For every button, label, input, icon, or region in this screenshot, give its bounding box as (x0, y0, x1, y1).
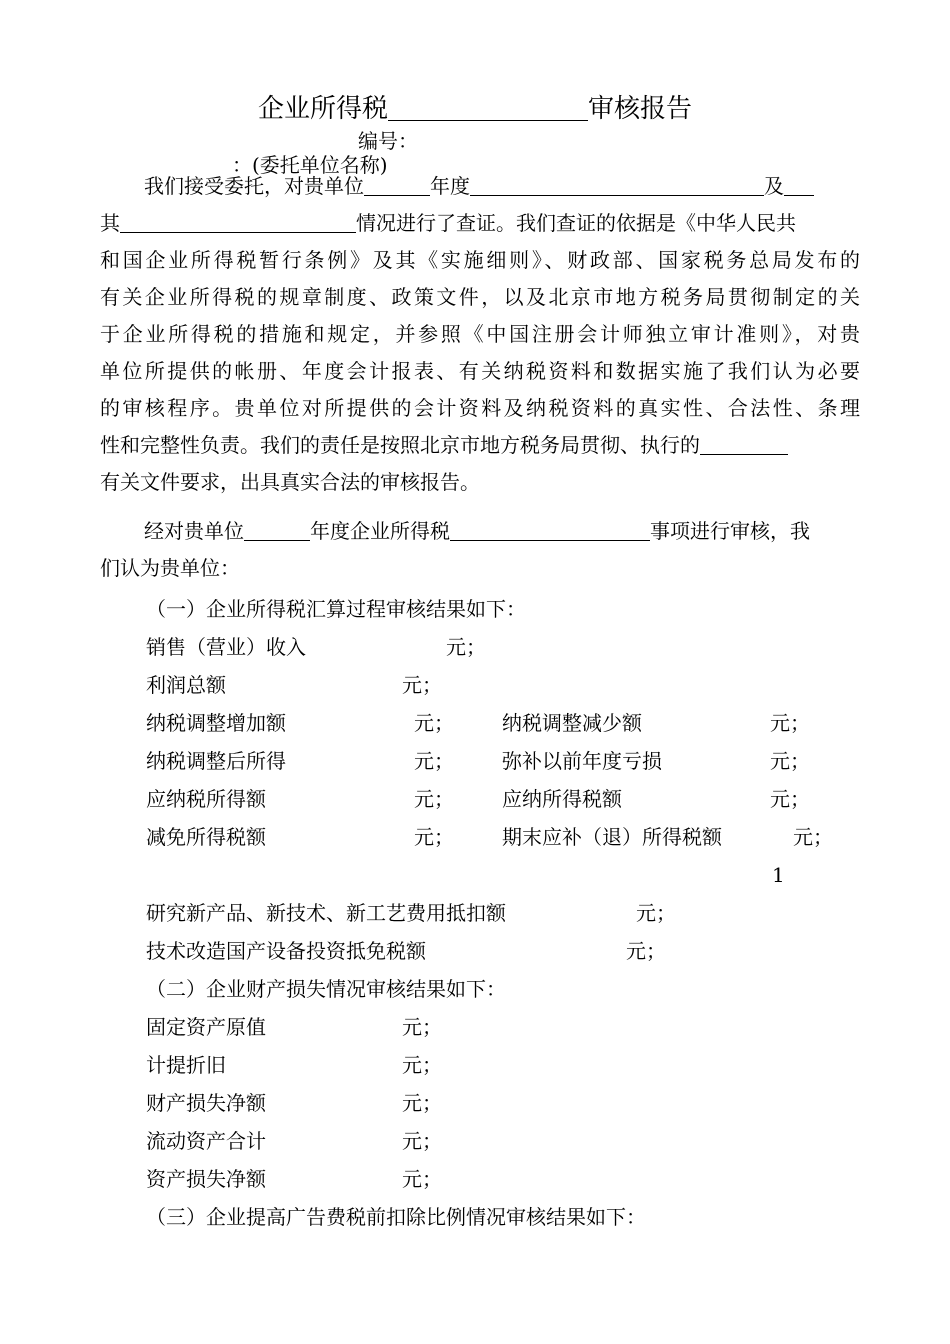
conclusion-line-2: 们认为贵单位： (100, 556, 240, 580)
intro-line-7: 的审核程序。贵单位对所提供的会计资料及纳税资料的真实性、合法性、条理 (100, 396, 860, 420)
tax-relief-label: 减免所得税额 (146, 825, 266, 849)
intro-text-8: 性和完整性负责。我们的责任是按照北京市地方税务局贯彻、执行的 (100, 433, 700, 457)
loss-cover-label: 弥补以前年度亏损 (502, 749, 662, 773)
rd-deduction-label: 研究新产品、新技术、新工艺费用抵扣额 (146, 901, 506, 925)
intro-text-1a: 我们接受委托，对贵单位 (144, 174, 364, 198)
intro-text-2a: 其 (100, 211, 120, 235)
conclusion-text-1a: 经对贵单位 (144, 519, 244, 543)
current-assets-unit: 元； (402, 1129, 442, 1153)
loss-cover-unit: 元； (770, 749, 810, 773)
item-blank[interactable] (120, 212, 356, 233)
tech-credit-unit: 元； (626, 939, 666, 963)
conclusion-text-1c: 事项进行审核，我 (650, 519, 810, 543)
title-prefix: 企业所得税 (257, 94, 388, 124)
intro-text-1b: 年度 (430, 174, 470, 198)
fixed-assets-label: 固定资产原值 (146, 1015, 266, 1039)
client-name-label: ：(委托单位名称) (232, 153, 388, 177)
year-blank[interactable] (364, 175, 430, 196)
intro-line-4: 有关企业所得税的规章制度、政策文件，以及北京市地方税务局贯彻制定的关 (100, 285, 860, 309)
conclusion-text-1b: 年度企业所得税 (310, 519, 450, 543)
tax-payable-unit: 元； (770, 787, 810, 811)
intro-text-1c: 及 (764, 174, 784, 198)
section1-heading: （一）企业所得税汇算过程审核结果如下： (146, 597, 526, 621)
tax-type-blank[interactable] (470, 175, 764, 196)
sales-unit: 元； (446, 635, 486, 659)
adjusted-income-unit: 元； (414, 749, 454, 773)
rd-deduction-unit: 元； (636, 901, 676, 925)
fixed-assets-unit: 元； (402, 1015, 442, 1039)
profit-label: 利润总额 (146, 673, 226, 697)
report-number-label: 编号： (358, 129, 418, 153)
asset-loss-unit: 元； (402, 1167, 442, 1191)
intro-paragraph (100, 168, 860, 501)
sales-label: 销售（营业）收入 (146, 635, 306, 659)
intro-line-6: 单位所提供的帐册、年度会计报表、有关纳税资料和数据实施了我们认为必要 (100, 359, 860, 383)
depreciation-label: 计提折旧 (146, 1053, 226, 1077)
taxable-income-label: 应纳税所得额 (146, 787, 266, 811)
adj-increase-label: 纳税调整增加额 (146, 711, 286, 735)
conclusion-year-blank[interactable] (244, 520, 310, 541)
profit-unit: 元； (402, 673, 442, 697)
conclusion-paragraph (100, 513, 860, 587)
intro-line-5: 于企业所得税的措施和规定，并参照《中国注册会计师独立审计准则》，对贵 (100, 322, 860, 346)
adj-decrease-label: 纳税调整减少额 (502, 711, 642, 735)
conclusion-item-blank[interactable] (450, 520, 650, 541)
intro-text-2b: 情况进行了查证。我们查证的依据是《中华人民共 (356, 211, 796, 235)
taxable-income-unit: 元； (414, 787, 454, 811)
tax-payable-label: 应纳所得税额 (502, 787, 622, 811)
tax-relief-unit: 元； (414, 825, 454, 849)
intro-line-9: 有关文件要求，出具真实合法的审核报告。 (100, 470, 480, 494)
title-suffix: 审核报告 (588, 94, 693, 124)
property-loss-label: 财产损失净额 (146, 1091, 266, 1115)
asset-loss-label: 资产损失净额 (146, 1167, 266, 1191)
intro-line-3: 和国企业所得税暂行条例》及其《实施细则》、财政部、国家税务总局发布的 (100, 248, 860, 272)
title-blank[interactable] (388, 94, 588, 121)
current-assets-label: 流动资产合计 (146, 1129, 266, 1153)
policy-blank[interactable] (700, 434, 788, 455)
property-loss-unit: 元； (402, 1091, 442, 1115)
report-title (0, 92, 950, 126)
adj-increase-unit: 元； (414, 711, 454, 735)
depreciation-unit: 元； (402, 1053, 442, 1077)
section3-heading: （三）企业提高广告费税前扣除比例情况审核结果如下： (146, 1205, 646, 1229)
and-blank[interactable] (784, 175, 814, 196)
adj-decrease-unit: 元； (770, 711, 810, 735)
section2-heading: （二）企业财产损失情况审核结果如下： (146, 977, 506, 1001)
adjusted-income-label: 纳税调整后所得 (146, 749, 286, 773)
tech-credit-label: 技术改造国产设备投资抵免税额 (146, 939, 426, 963)
final-tax-label: 期末应补（退）所得税额 (502, 825, 722, 849)
final-tax-unit: 元； (793, 825, 833, 849)
page-number: 1 (772, 863, 785, 887)
